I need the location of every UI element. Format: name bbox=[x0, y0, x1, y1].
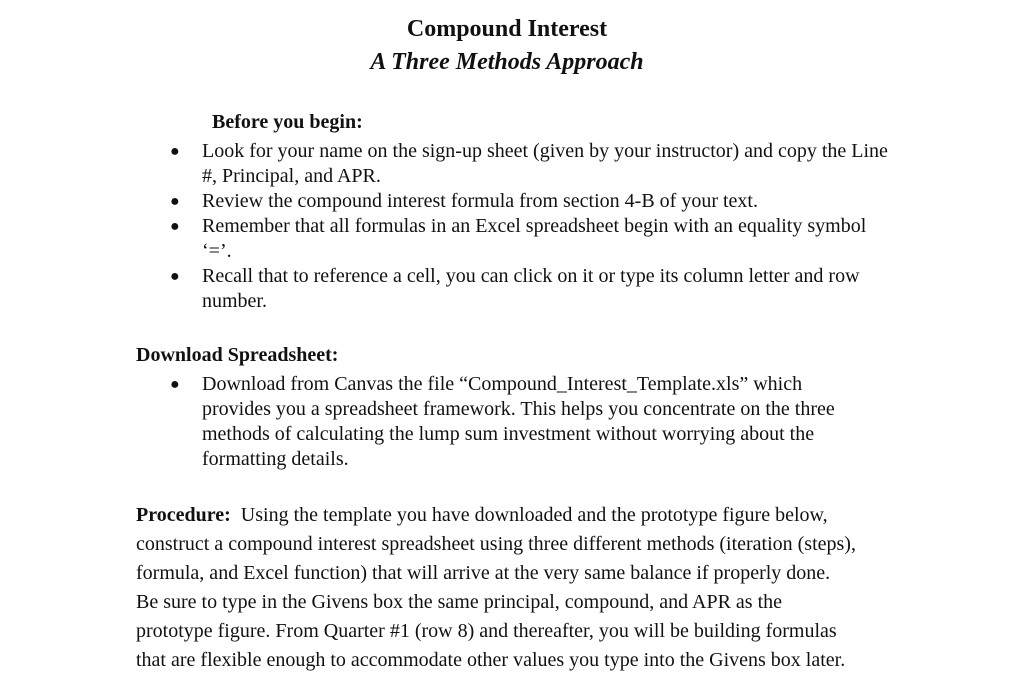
list-item-text: Download from Canvas the file “Compound_Interest_Template.xls” which provides you a spreadsheet framework. This helps you concentrate on the three methods of calculating the lump sum investment without worrying about the formatting details. bbox=[202, 373, 835, 470]
procedure-text: Using the template you have downloaded and the prototype figure below, construct a compound interest spreadsheet using three different methods (iteration (steps), formula, and Excel function) that will arrive at the very same balance if properly done. Be sure to type in the Givens box the same principal, compound, and APR as the prototype figure. From Quarter #1 (row 8) and thereafter, you will be building formulas that are flexible enough to accommodate other values you type into the Givens box later. bbox=[136, 504, 856, 671]
bullet-icon: ● bbox=[170, 376, 180, 393]
bullet-icon: ● bbox=[170, 268, 180, 285]
list-item bbox=[168, 139, 888, 189]
bullet-icon: ● bbox=[170, 218, 180, 235]
before-you-begin-heading: Before you begin: bbox=[212, 111, 363, 133]
list-item-text: Review the compound interest formula from section 4-B of your text. bbox=[202, 190, 758, 212]
download-list bbox=[168, 372, 868, 472]
list-item bbox=[168, 189, 888, 214]
bullet-icon: ● bbox=[170, 193, 180, 210]
list-item-text: Look for your name on the sign-up sheet (given by your instructor) and copy the Line #, Principal, and APR. bbox=[202, 140, 888, 187]
download-spreadsheet-heading: Download Spreadsheet: bbox=[136, 344, 339, 366]
before-you-begin-list bbox=[168, 139, 888, 314]
bullet-icon: ● bbox=[170, 143, 180, 160]
document-subtitle: A Three Methods Approach bbox=[370, 49, 644, 75]
list-item bbox=[168, 264, 888, 314]
list-item bbox=[168, 214, 888, 264]
document-title: Compound Interest bbox=[406, 16, 608, 42]
procedure-label: Procedure: bbox=[136, 504, 231, 526]
procedure-paragraph bbox=[136, 501, 856, 675]
list-item-text: Remember that all formulas in an Excel spreadsheet begin with an equality symbol ‘=’. bbox=[202, 215, 867, 262]
list-item bbox=[168, 372, 868, 472]
list-item-text: Recall that to reference a cell, you can click on it or type its column letter and row number. bbox=[202, 265, 860, 312]
